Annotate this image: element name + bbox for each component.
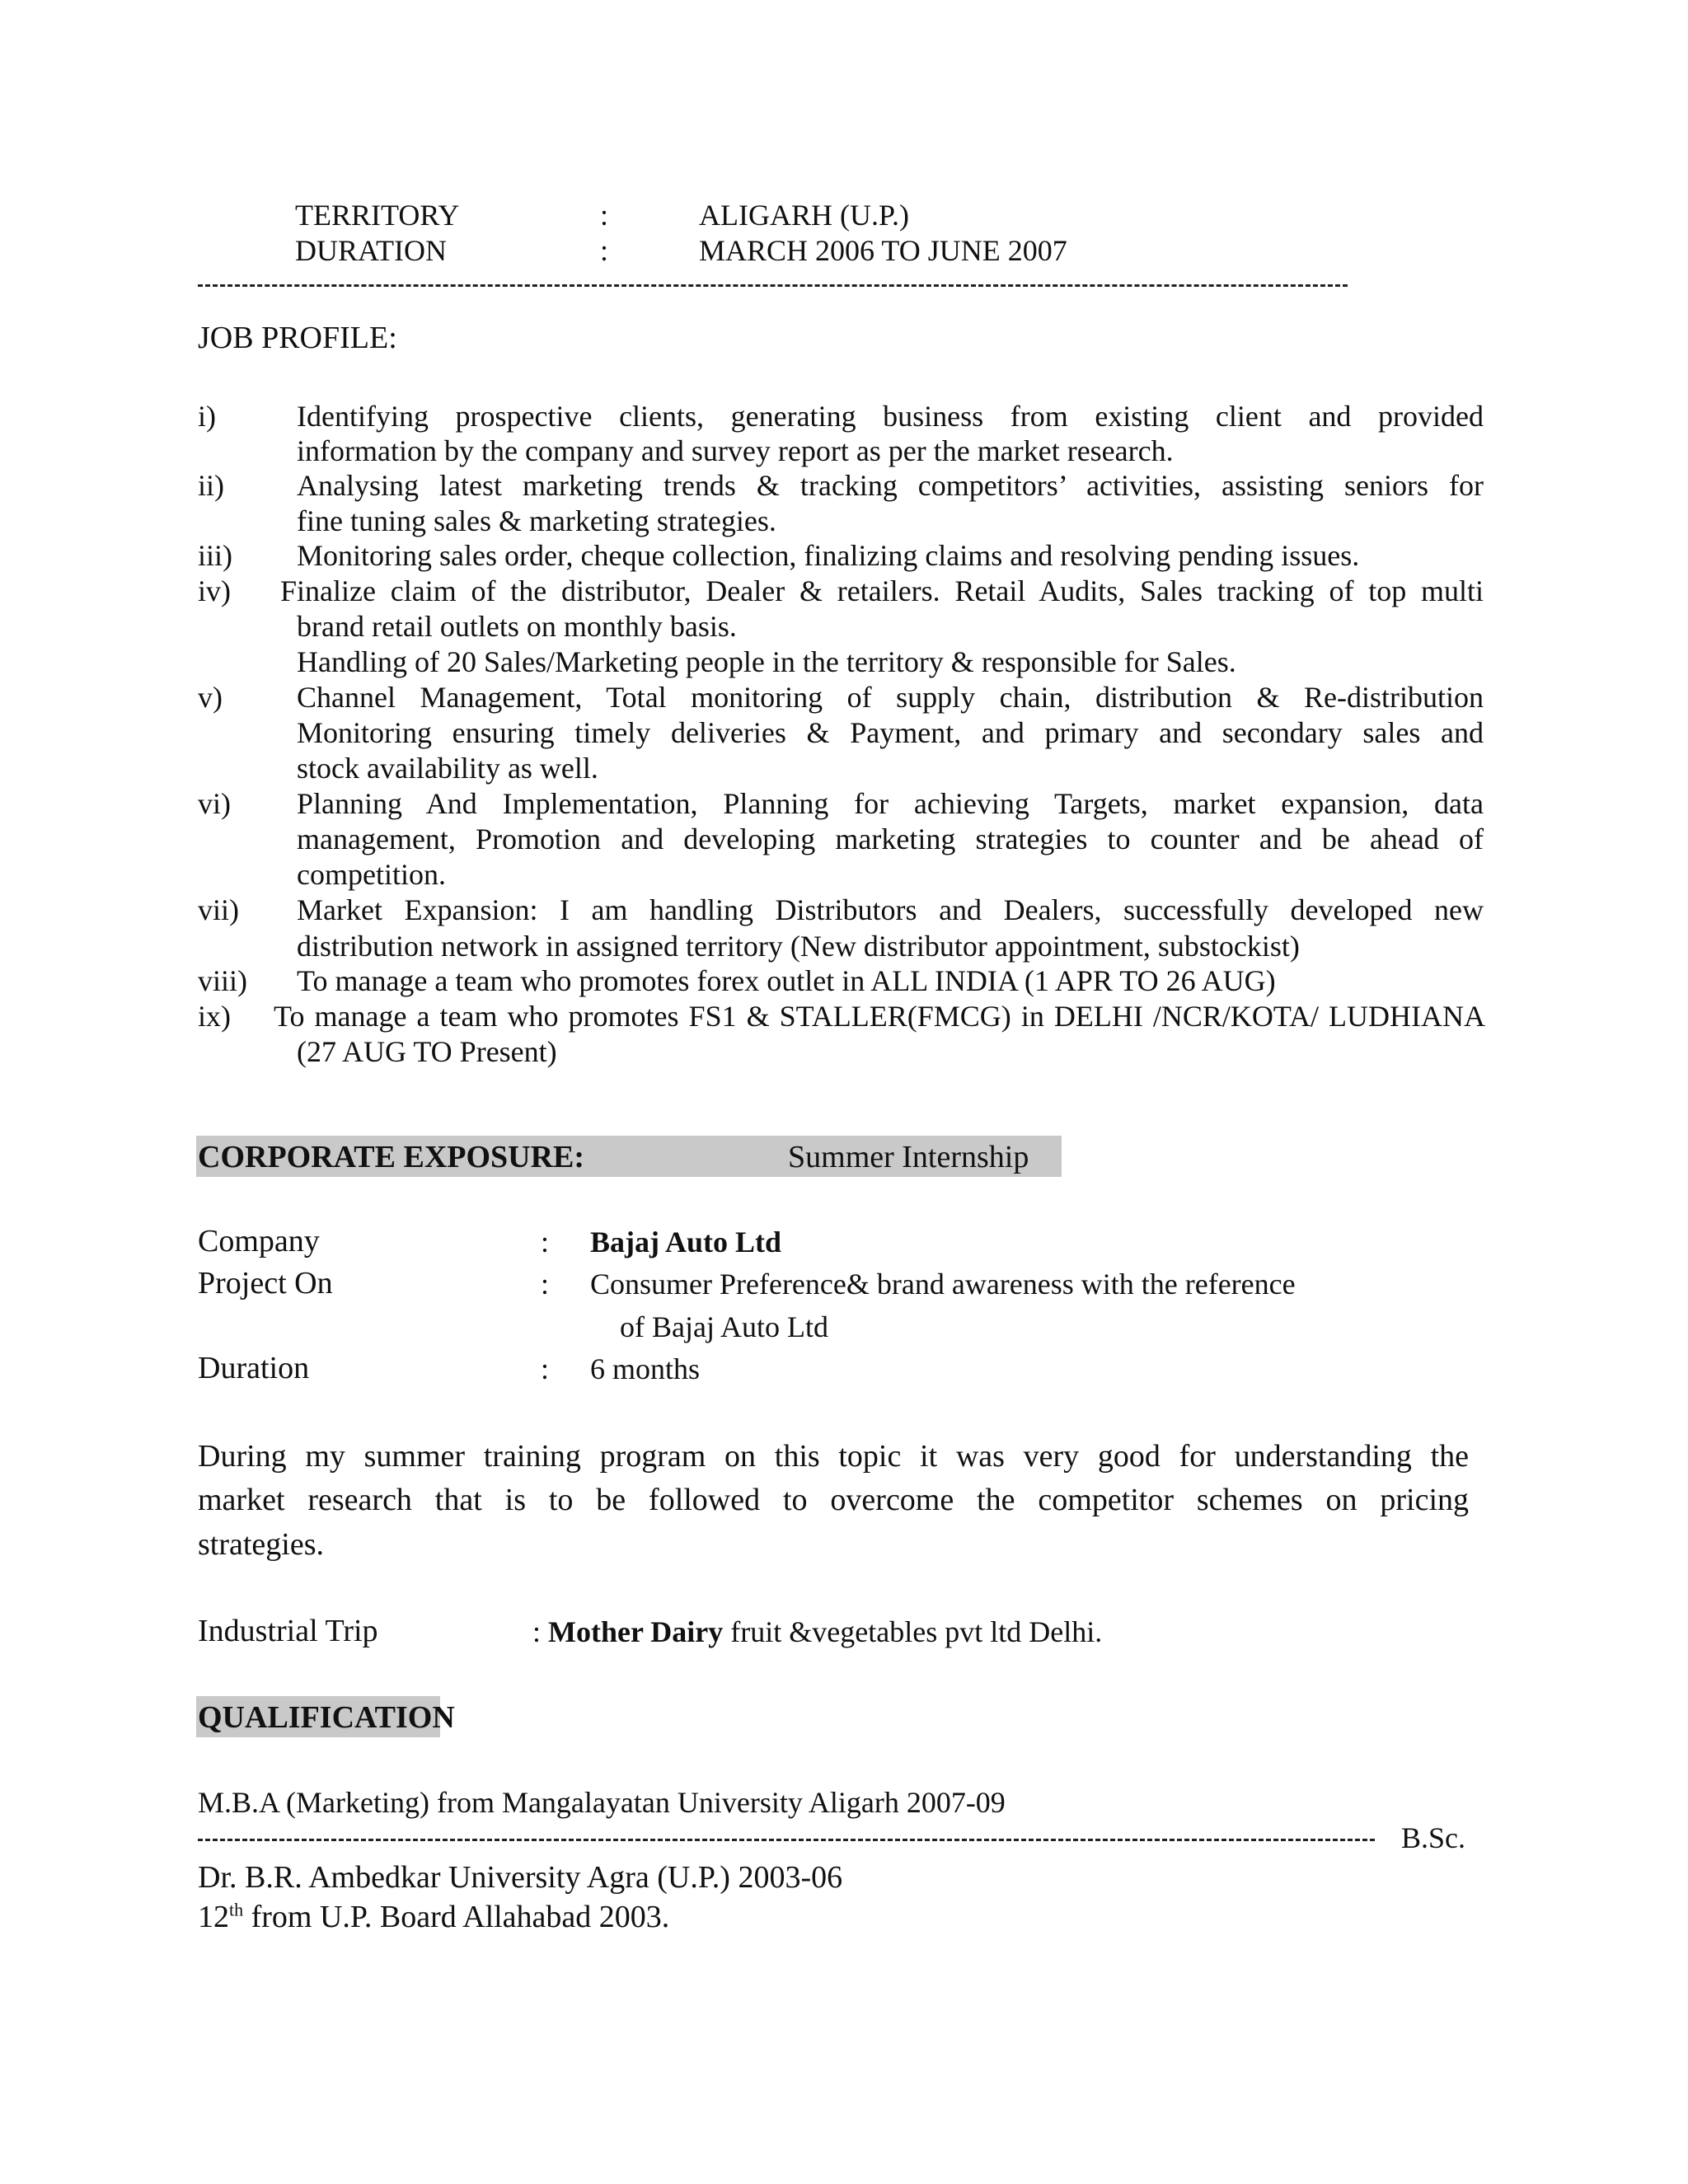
- list-item-number: v): [198, 681, 223, 714]
- list-item-line: Planning And Implementation, Planning for achieving Targets, market expansion, data: [297, 787, 1484, 820]
- list-item-line: fine tuning sales & marketing strategies.: [297, 504, 776, 537]
- summary-paragraph-line: market research that is to be followed to overcome the competitor schemes on pricing: [198, 1483, 1469, 1517]
- project-label: Project On: [198, 1266, 333, 1301]
- summary-paragraph-line: strategies.: [198, 1527, 325, 1562]
- project-value-cont: of Bajaj Auto Ltd: [620, 1310, 828, 1343]
- list-item-line: Market Expansion: I am handling Distributors and Dealers, successfully developed new: [297, 893, 1484, 926]
- territory-label: TERRITORY: [295, 199, 460, 232]
- divider-qualification: [198, 1839, 1375, 1841]
- list-item-line: Handling of 20 Sales/Marketing people in the territory & responsible for Sales.: [297, 645, 1236, 678]
- list-item-line: To manage a team who promotes FS1 & STALLER(FMCG) in DELHI /NCR/KOTA/ LUDHIANA: [274, 1000, 1485, 1033]
- industrial-trip-value: [532, 1613, 1102, 1651]
- qualification-bsc: B.Sc.: [1401, 1821, 1466, 1854]
- qualification-twelfth-number: 12: [198, 1900, 229, 1934]
- list-item-number: i): [198, 400, 216, 433]
- job-profile-heading: JOB PROFILE:: [198, 321, 397, 355]
- internship-duration-label: Duration: [198, 1351, 310, 1385]
- list-item-line: Monitoring ensuring timely deliveries & Payment, and primary and secondary sales and: [297, 716, 1484, 749]
- qualification-twelfth: [198, 1897, 669, 1937]
- territory-colon: :: [600, 199, 609, 232]
- corporate-heading: CORPORATE EXPOSURE:: [198, 1140, 585, 1174]
- project-value: Consumer Preference& brand awareness with the reference: [590, 1268, 1296, 1301]
- industrial-trip-company: Mother Dairy: [548, 1615, 724, 1648]
- qualification-bsc-university: Dr. B.R. Ambedkar University Agra (U.P.) 2003-06: [198, 1860, 843, 1895]
- list-item-line: stock availability as well.: [297, 752, 598, 785]
- list-item-number: vii): [198, 893, 239, 926]
- industrial-trip-detail: fruit &vegetables pvt ltd Delhi.: [723, 1615, 1103, 1648]
- list-item-line: Channel Management, Total monitoring of supply chain, distribution & Re-distribution: [297, 681, 1484, 714]
- company-label: Company: [198, 1224, 320, 1258]
- internship-duration-value: 6 months: [590, 1352, 701, 1385]
- qualification-twelfth-suffix: th: [229, 1899, 244, 1920]
- list-item-line: brand retail outlets on monthly basis.: [297, 610, 737, 643]
- company-colon: :: [541, 1226, 550, 1258]
- list-item-number: ix): [198, 1000, 231, 1033]
- list-item-line: Identifying prospective clients, generating business from existing client and provided: [297, 400, 1484, 433]
- list-item-line: information by the company and survey report as per the market research.: [297, 434, 1174, 467]
- list-item-line: (27 AUG TO Present): [297, 1035, 557, 1068]
- list-item-line: management, Promotion and developing marketing strategies to counter and be ahead of: [297, 823, 1484, 855]
- duration-label: DURATION: [295, 234, 447, 267]
- duration-colon: :: [600, 234, 609, 267]
- list-item-line: Analysing latest marketing trends & tracking competitors’ activities, assisting seniors for: [297, 469, 1484, 502]
- project-colon: :: [541, 1268, 550, 1301]
- list-item-number: vi): [198, 787, 231, 820]
- qualification-twelfth-detail: from U.P. Board Allahabad 2003.: [243, 1900, 670, 1934]
- industrial-trip-colon: :: [532, 1615, 542, 1648]
- company-value: Bajaj Auto Ltd: [590, 1226, 782, 1258]
- list-item-line: competition.: [297, 858, 446, 891]
- list-item-line: To manage a team who promotes forex outlet in ALL INDIA (1 APR TO 26 AUG): [297, 964, 1276, 997]
- duration-value: MARCH 2006 TO JUNE 2007: [699, 234, 1067, 267]
- list-item-number: iii): [198, 539, 232, 572]
- list-item-number: viii): [198, 964, 247, 997]
- qualification-mba: M.B.A (Marketing) from Mangalayatan University Aligarh 2007-09: [198, 1786, 1006, 1819]
- divider-top: [198, 284, 1348, 287]
- list-item-number: iv): [198, 574, 231, 607]
- list-item-line: distribution network in assigned territory (New distributor appointment, substockist): [297, 930, 1300, 963]
- list-item-number: ii): [198, 469, 224, 502]
- corporate-subheading: Summer Internship: [788, 1140, 1029, 1174]
- internship-duration-colon: :: [541, 1352, 550, 1385]
- territory-value: ALIGARH (U.P.): [699, 199, 909, 232]
- summary-paragraph-line: During my summer training program on this topic it was very good for understanding the: [198, 1439, 1469, 1474]
- industrial-trip-label: Industrial Trip: [198, 1614, 378, 1648]
- list-item-line: Monitoring sales order, cheque collection, finalizing claims and resolving pending issues.: [297, 539, 1360, 572]
- qualification-heading: QUALIFICATION: [198, 1700, 455, 1735]
- list-item-line: Finalize claim of the distributor, Dealer & retailers. Retail Audits, Sales tracking of top multi: [280, 574, 1484, 607]
